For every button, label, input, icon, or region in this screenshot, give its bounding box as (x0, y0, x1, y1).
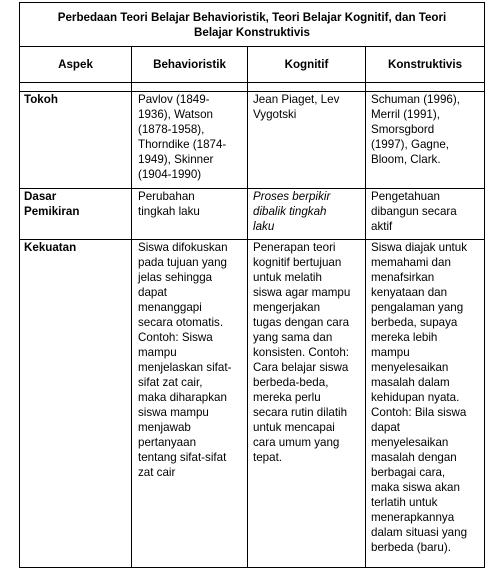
cell-text-line: Perubahan (138, 190, 195, 203)
cell-text-line: berbeda-beda, (253, 376, 329, 389)
cell-text-line: terlatih untuk (371, 496, 438, 509)
cell-kognitif-kekuatan (248, 240, 366, 568)
table-title-line: Perbedaan Teori Belajar Behavioristik, Teori Belajar Kognitif, dan Teori (57, 10, 447, 24)
cell-text-line: mengerjakan (253, 301, 321, 314)
cell-text-line: masalah dengan (371, 451, 457, 464)
cell-text-line: mereka perlu (253, 391, 321, 404)
cell-text-line: Jean Piaget, Lev (253, 93, 340, 106)
cell-kognitif-dasar (248, 189, 366, 240)
cell-text-line: untuk melatih (253, 271, 322, 284)
cell-text-line: Bloom, Clark. (371, 153, 441, 166)
cell-text-line: dibalik tingkah (253, 205, 327, 218)
table-title (20, 3, 485, 47)
header-kognitif: Kognitif (248, 47, 366, 83)
cell-text-line: siswa agar mampu (253, 286, 351, 299)
cell-text-line: Pengetahuan (371, 190, 440, 203)
cell-text-line: untuk mencapai (253, 421, 335, 434)
cell-text-line: kognitif bertujuan (253, 256, 342, 269)
cell-behavioristik-kekuatan (132, 240, 248, 568)
cell-text-line: menafsirkan (371, 271, 435, 284)
cell-text-line: memahami dan (371, 256, 451, 269)
table-title-line: Belajar Konstruktivis (194, 25, 310, 39)
cell-text-line: Proses berpikir (253, 190, 331, 203)
cell-text-line: Tokoh (24, 93, 58, 106)
cell-text-line: Pemikiran (24, 205, 80, 218)
cell-text-line: Penerapan teori (253, 241, 336, 254)
cell-text-line: laku (253, 220, 275, 233)
cell-text-line: konsisten. Contoh: (253, 346, 350, 359)
table-row-kekuatan (20, 240, 485, 568)
row-label-dasar-pemikiran (20, 189, 132, 240)
cell-text-line: mampu (371, 346, 410, 359)
cell-behavioristik-dasar (132, 189, 248, 240)
cell-text-line: Schuman (1996), (371, 93, 460, 106)
table-row-tokoh (20, 92, 485, 189)
cell-text-line: mereka lebih (371, 331, 438, 344)
row-label-tokoh (20, 92, 132, 189)
cell-text-line: berbagai cara, (371, 466, 446, 479)
cell-text-line: (1904-1990) (138, 168, 202, 181)
cell-text-line: pertanyaan (138, 436, 197, 449)
cell-text-line: Contoh: Siswa (138, 331, 213, 344)
cell-text-line: siswa mampu (138, 406, 209, 419)
cell-text-line: tingkah laku (138, 205, 200, 218)
header-row (20, 47, 485, 83)
cell-text-line: dapat (138, 286, 168, 299)
cell-text-line: menjelaskan sifat- (138, 361, 232, 374)
cell-text-line: 1949), Skinner (138, 153, 214, 166)
cell-text-line: (1997), Gagne, (371, 138, 449, 151)
cell-text-line: pengalaman yang (371, 301, 464, 314)
header-konstruktivis: Konstruktivis (366, 47, 485, 83)
cell-text-line: jelas sehingga (138, 271, 213, 284)
cell-text-line: Kekuatan (24, 241, 77, 254)
cell-text-line: tentang sifat-sifat (138, 451, 227, 464)
cell-text-line: berbeda (baru). (371, 541, 451, 554)
cell-text-line: pada tujuan yang (138, 256, 227, 269)
comparison-document (19, 2, 484, 568)
cell-text-line: yang sama dan (253, 331, 333, 344)
cell-text-line: dibangun secara (371, 205, 457, 218)
header-aspek: Aspek (20, 47, 132, 83)
cell-text-line: secara otomatis. (138, 316, 224, 329)
cell-text-line: Smorsgbord (371, 123, 435, 136)
cell-text-line: Pavlov (1849- (138, 93, 210, 106)
cell-text-line: zat cair (138, 466, 176, 479)
header-behavioristik: Behavioristik (132, 47, 248, 83)
cell-text-line: menjawab (138, 421, 191, 434)
cell-text-line: menyelesaikan (371, 436, 449, 449)
cell-konstruktivis-tokoh (366, 92, 485, 189)
cell-text-line: Merril (1991), (371, 108, 440, 121)
cell-text-line: kenyataan dan (371, 286, 448, 299)
cell-text-line: 1936), Watson (138, 108, 213, 121)
table-row-dasar-pemikiran (20, 189, 485, 240)
spacer-row (20, 83, 485, 92)
cell-text-line: dalam situasi yang (371, 526, 468, 539)
cell-kognitif-tokoh (248, 92, 366, 189)
cell-text-line: secara rutin dilatih (253, 406, 348, 419)
cell-text-line: dapat (371, 421, 401, 434)
cell-text-line: (1878-1958), (138, 123, 205, 136)
cell-text-line: Dasar (24, 190, 57, 203)
cell-text-line: maka siswa akan (371, 481, 460, 494)
cell-text-line: mampu (138, 346, 177, 359)
cell-text-line: cara umum yang (253, 436, 340, 449)
cell-text-line: menerapkannya (371, 511, 455, 524)
row-label-kekuatan (20, 240, 132, 568)
cell-text-line: menanggapi (138, 301, 202, 314)
cell-text-line: Siswa diajak untuk (371, 241, 468, 254)
cell-text-line: Thorndike (1874- (138, 138, 227, 151)
cell-text-line: sifat zat cair, (138, 376, 203, 389)
cell-text-line: menyelesaikan (371, 361, 449, 374)
cell-text-line: tepat. (253, 451, 283, 464)
cell-text-line: berbeda, supaya (371, 316, 458, 329)
comparison-table (19, 2, 485, 568)
cell-text-line: Vygotski (253, 108, 297, 121)
cell-text-line: Siswa difokuskan (138, 241, 228, 254)
cell-konstruktivis-dasar (366, 189, 485, 240)
cell-text-line: Contoh: Bila siswa (371, 406, 467, 419)
cell-text-line: Cara belajar siswa (253, 361, 349, 374)
cell-text-line: tugas dengan cara (253, 316, 350, 329)
cell-konstruktivis-kekuatan (366, 240, 485, 568)
cell-text-line: maka diharapkan (138, 391, 227, 404)
cell-text-line: masalah dalam (371, 376, 450, 389)
cell-text-line: aktif (371, 220, 393, 233)
cell-text-line: kehidupan nyata. (371, 391, 460, 404)
cell-behavioristik-tokoh (132, 92, 248, 189)
